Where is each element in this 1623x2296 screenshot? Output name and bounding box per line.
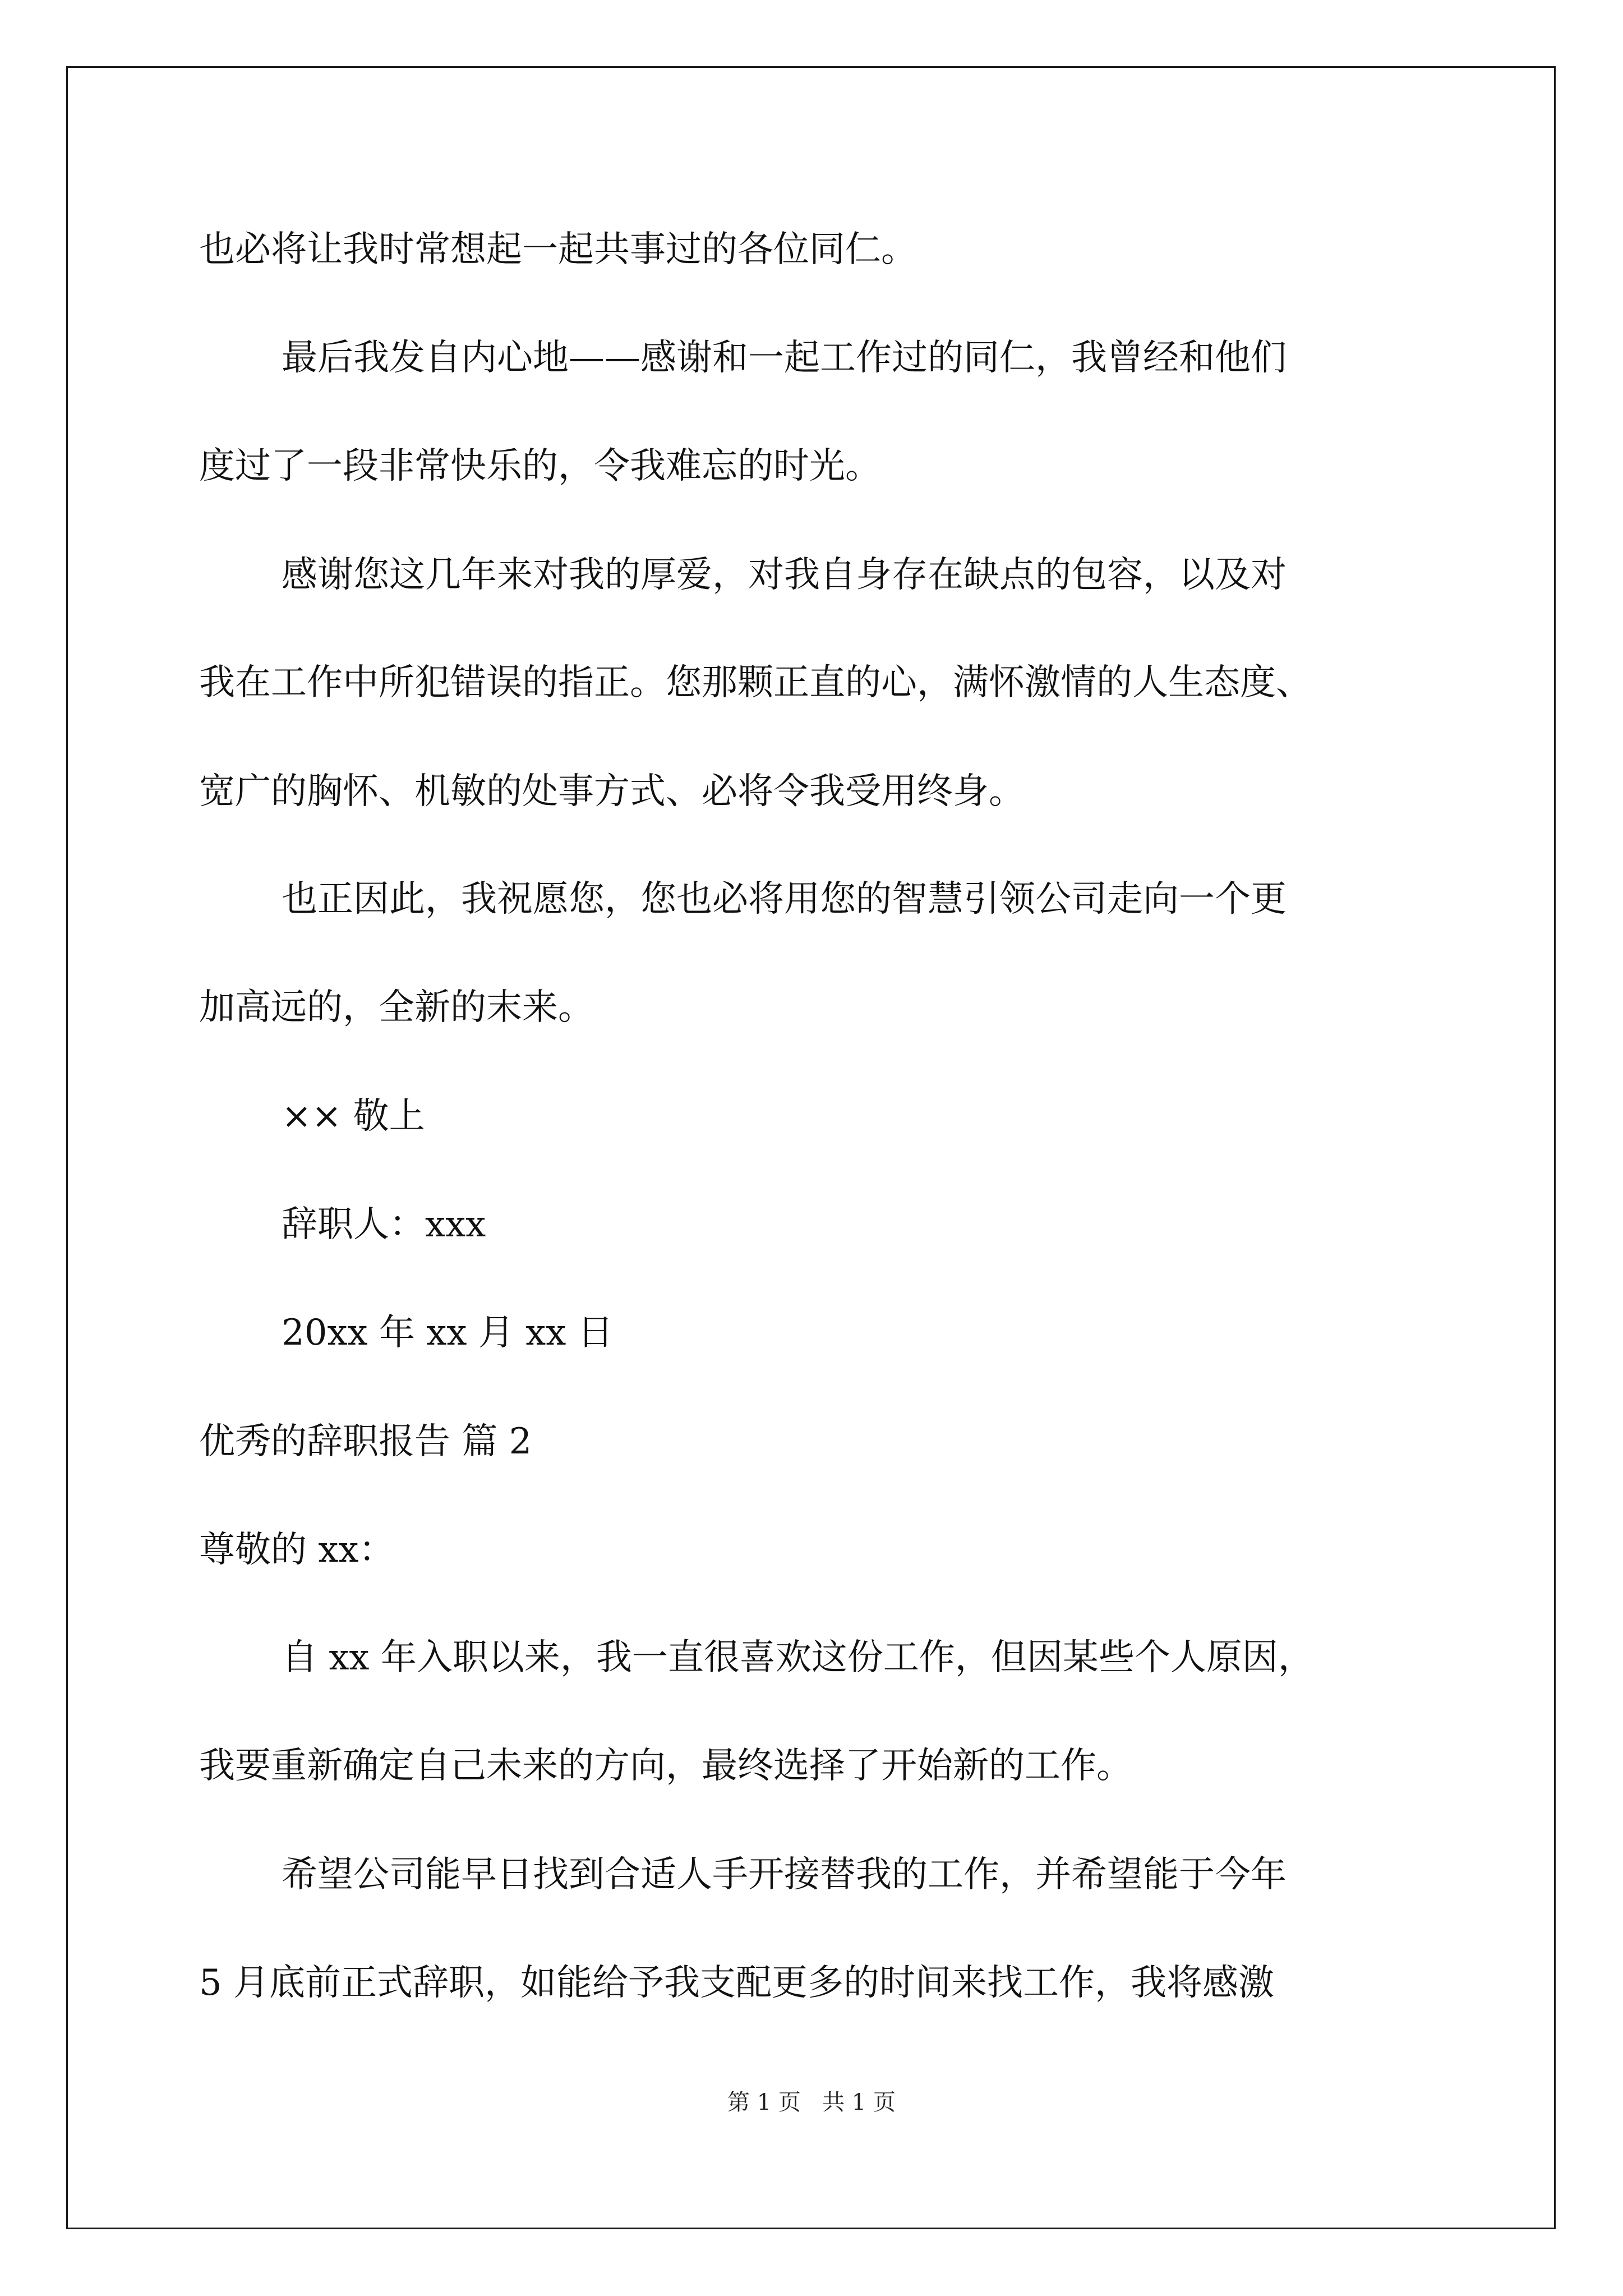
page-border bbox=[66, 66, 1556, 2229]
body-line: 也正因此，我祝愿您，您也必将用您的智慧引领公司走向一个更 bbox=[282, 878, 1287, 920]
body-line: 我在工作中所犯错误的指正。您那颗正直的心，满怀激情的人生态度、 bbox=[199, 662, 1312, 703]
signer-line: 辞职人：xxx bbox=[282, 1204, 486, 1245]
body-line: 也必将让我时常想起一起共事过的各位同仁。 bbox=[199, 229, 917, 270]
body-line: 自 xx 年入职以来，我一直很喜欢这份工作，但因某些个人原因， bbox=[282, 1637, 1314, 1678]
body-line: 最后我发自内心地——感谢和一起工作过的同仁，我曾经和他们 bbox=[282, 337, 1287, 379]
closing-salutation: ×× 敬上 bbox=[282, 1096, 425, 1137]
body-line: 宽广的胸怀、机敏的处事方式、必将令我受用终身。 bbox=[199, 771, 1025, 812]
body-line: 我要重新确定自己未来的方向，最终选择了开始新的工作。 bbox=[199, 1745, 1132, 1787]
body-line: 度过了一段非常快乐的，令我难忘的时光。 bbox=[199, 445, 881, 487]
body-line: 加高远的，全新的末来。 bbox=[199, 987, 594, 1028]
greeting-line: 尊敬的 xx： bbox=[199, 1529, 395, 1571]
body-line: 希望公司能早日找到合适人手开接替我的工作，并希望能于今年 bbox=[282, 1854, 1287, 1895]
body-line: 5 月底前正式辞职，如能给予我支配更多的时间来找工作，我将感激 bbox=[199, 1962, 1275, 2004]
body-line: 感谢您这几年来对我的厚爱，对我自身存在缺点的包容，以及对 bbox=[282, 554, 1287, 596]
date-line: 20xx 年 xx 月 xx 日 bbox=[282, 1312, 614, 1354]
section-heading: 优秀的辞职报告 篇 2 bbox=[199, 1421, 532, 1462]
page-number-footer: 第 1 页 共 1 页 bbox=[727, 2090, 896, 2115]
